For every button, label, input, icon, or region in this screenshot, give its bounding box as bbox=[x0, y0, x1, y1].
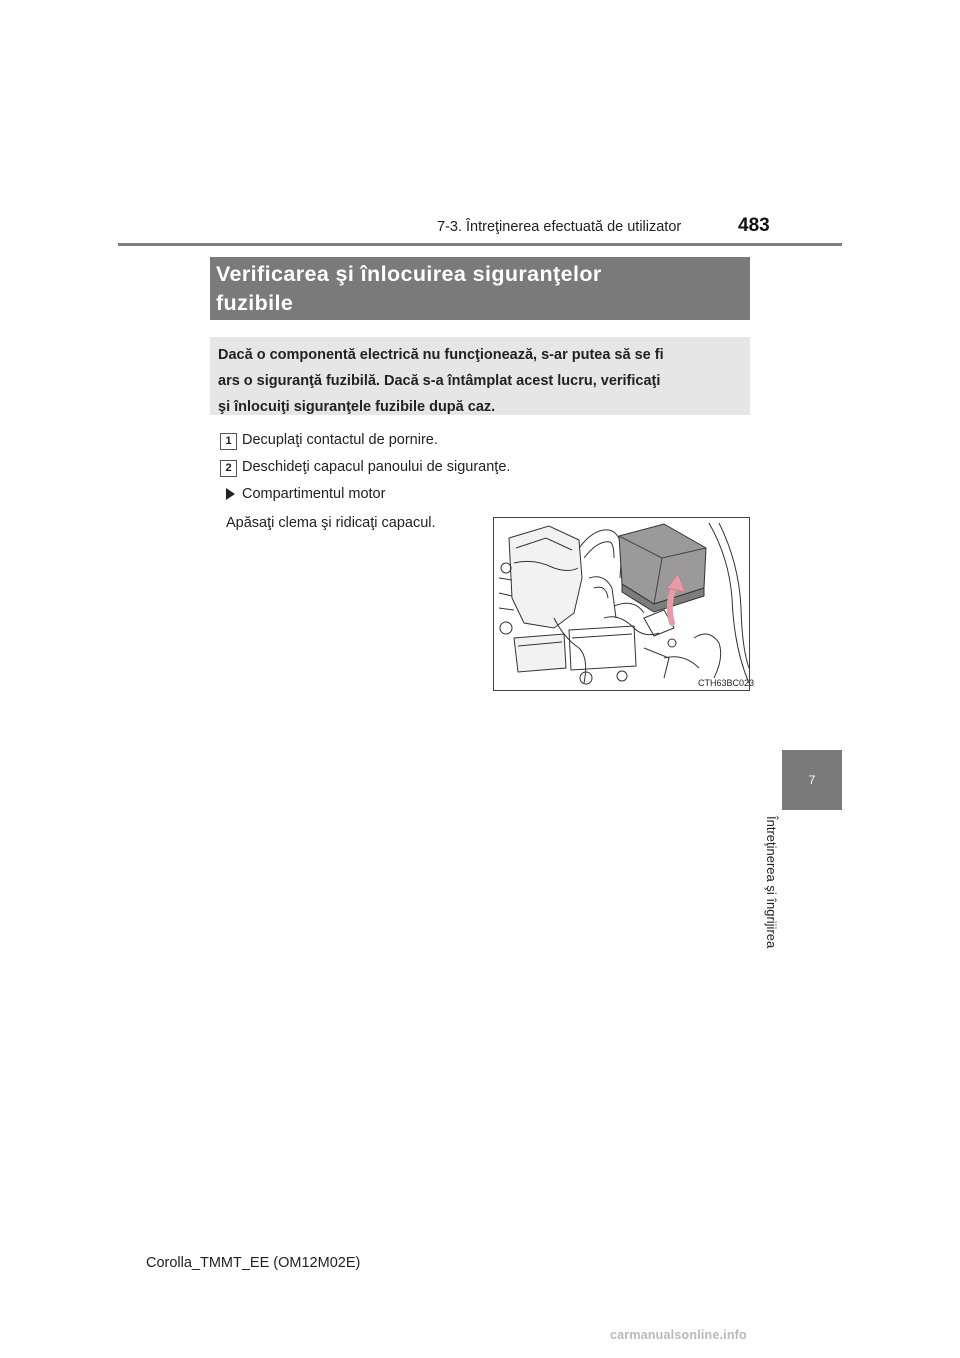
instruction-text: Apăsaţi clema şi ridicaţi capacul. bbox=[226, 515, 436, 531]
intro-line-3: şi înlocuiţi siguranţele fuzibile după caz. bbox=[218, 399, 496, 415]
step-text-2: Deschideţi capacul panoului de siguranţe. bbox=[242, 459, 511, 475]
section-title-line-2: fuzibile bbox=[216, 291, 294, 315]
chapter-side-label bbox=[764, 814, 813, 984]
step-number-1: 1 bbox=[220, 433, 237, 450]
watermark: carmanualsonline.info bbox=[610, 1328, 747, 1342]
engine-compartment-figure bbox=[493, 517, 750, 691]
header-section-title: 7-3. Întreţinerea efectuată de utilizator bbox=[437, 219, 682, 235]
footer-model: Corolla_TMMT_EE (OM12M02E) bbox=[146, 1255, 361, 1271]
chapter-tab: 7 bbox=[782, 750, 842, 810]
subsection-title: Compartimentul motor bbox=[242, 486, 386, 502]
figure-code: CTH63BC023 bbox=[698, 678, 755, 688]
section-title-line-1: Verificarea şi înlocuirea siguranţelor bbox=[216, 262, 602, 286]
intro-line-1: Dacă o componentă electrică nu funcţionează, s-ar putea să se fi bbox=[218, 347, 664, 363]
intro-line-2: ars o siguranţă fuzibilă. Dacă s-a întâmplat acest lucru, verificaţi bbox=[218, 373, 661, 389]
intro-box bbox=[210, 337, 750, 415]
step-text-1: Decuplaţi contactul de pornire. bbox=[242, 432, 438, 448]
section-title-box bbox=[210, 257, 750, 320]
header-divider bbox=[118, 243, 842, 246]
triangle-bullet-icon bbox=[226, 488, 235, 500]
chapter-side-label-text: Întreţinerea şi îngrijirea bbox=[764, 816, 779, 949]
page-number: 483 bbox=[738, 215, 770, 236]
step-number-2: 2 bbox=[220, 460, 237, 477]
engine-compartment-illustration bbox=[494, 518, 749, 690]
